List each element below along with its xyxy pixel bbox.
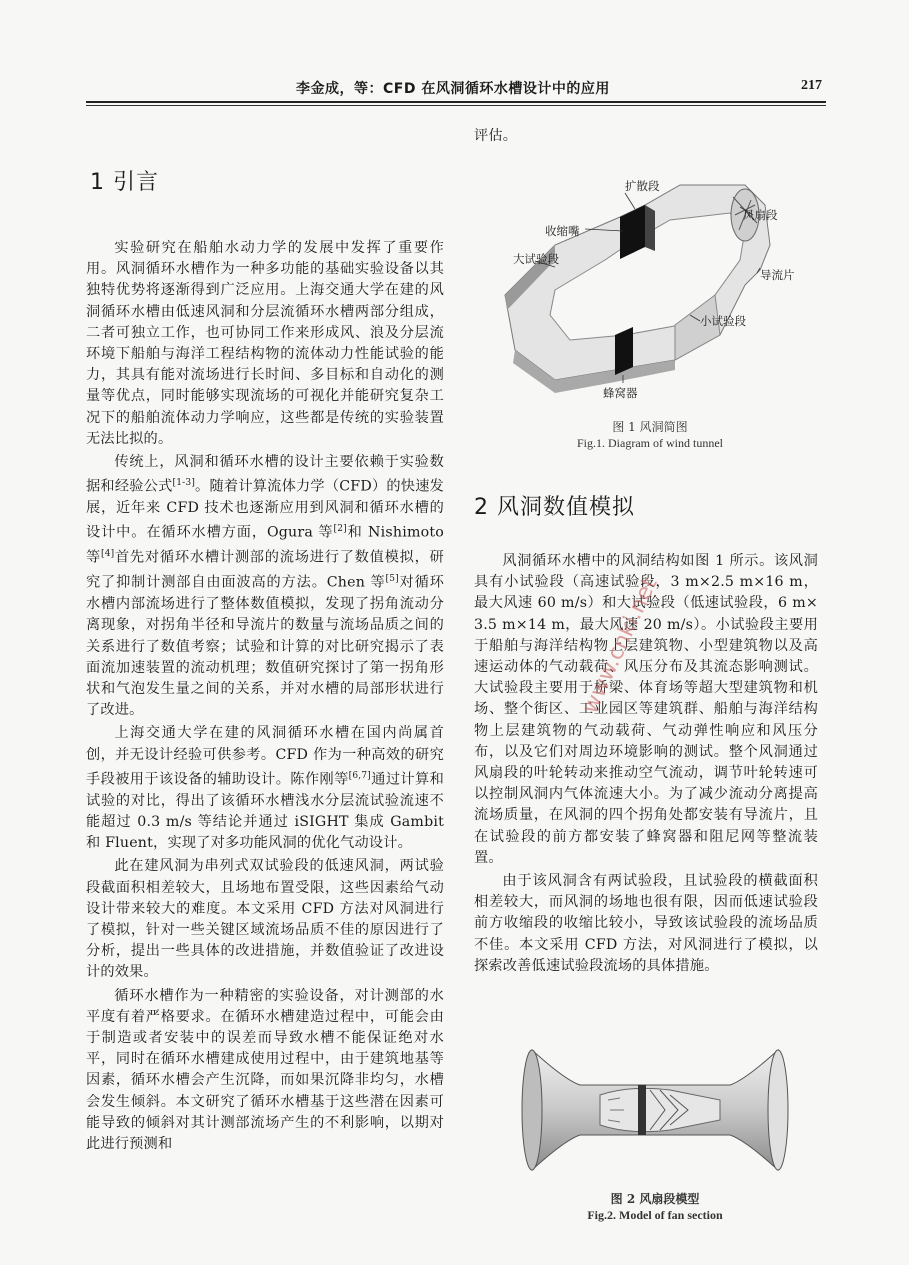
- figure-2-fan-section: [520, 1040, 790, 1180]
- paragraph-intro-5: 循环水槽作为一种精密的实验设备，对计测部的水平度有着严格要求。在循环水槽建造过程中，可能会由于制造或者安装中的误差而导致水槽不能保证绝对水平，同时在循环水槽建成使用过程中，由于建筑地基等因素，循环水槽会产生沉降，而如果沉降非均匀，水槽会发生倾斜。本文研究了循环水槽基于这些潜在因素可能导致的倾斜对其计测部流场产生的不利影响，以期对此进行预测和: [86, 987, 444, 1152]
- right-column: [470, 126, 818, 147]
- figure-2-caption-cn: 图 2 风扇段模型: [610, 1192, 700, 1206]
- label-large-test: 大试验段: [513, 252, 559, 266]
- citation: [4]: [100, 549, 115, 560]
- label-small-test: 小试验段: [700, 314, 746, 328]
- figure-2-caption-en: Fig.2. Model of fan section: [587, 1208, 723, 1222]
- section-1-title: 1 引言: [90, 170, 159, 195]
- paragraph-intro-4: 此在建风洞为串列式双试验段的低速风洞，两试验段截面积相差较大，且场地布置受限，这些因素给气动设计带来较大的难度。本文采用 CFD 方法对风洞进行了模拟，针对一些关键区域流场品质不佳的原因进行了分析，提出一些具体的改进措施，并数值验证了改进设计的效果。: [86, 858, 444, 981]
- page-number: 217: [801, 78, 822, 93]
- citation: [5]: [385, 574, 399, 585]
- running-title: 李金成，等：CFD 在风洞循环水槽设计中的应用: [296, 81, 610, 97]
- svg-text:www.cnki.net: www.cnki.net: [577, 573, 663, 718]
- figure-1-caption-cn: 图 1 风洞简图: [612, 420, 688, 434]
- wind-tunnel-diagram: [495, 175, 805, 405]
- paragraph-intro-2: 传统上，风洞和循环水槽的设计主要依赖于实验数据和经验公式[1-3]。随着计算流体力学（CFD）的快速发展，近年来 CFD 技术也逐渐应用到风洞和循环水槽的设计中。在循环水槽方面，Ogura 等[2]和 Nishimoto 等[4]首先对循环水槽计测部的流场进行了数值模拟，研究了抑制计测部自由面波高的方法。Chen 等[5]对循环水槽内部流场进行了整体数值模拟，发现了拐角流动分离现象，对拐角半径和导流片的数量与流场品质之间的关系进行了数值考察；试验和计算的对比研究揭示了表面流加速装置的流动机理；数值研究探讨了第一拐角形状和气泡发生量之间的关系，并对水槽的局部形状进行了改进。: [86, 454, 444, 719]
- citation: [6,7]: [348, 770, 372, 781]
- label-contraction: 收缩嘴: [545, 224, 580, 238]
- label-honeycomb: 蜂窝器: [603, 386, 638, 400]
- paragraph-sec2-2: 由于该风洞含有两试验段，且试验段的横截面积相差较大，而风洞的场地也很有限，因而低速试验段前方收缩段的收缩比较小，导致该试验段的流场品质不佳。本文采用 CFD 方法，对风洞进行了模拟，以探索改善低速试验段流场的具体措施。: [474, 873, 818, 974]
- paragraph-intro-1: 实验研究在船舶水动力学的发展中发挥了重要作用。风洞循环水槽作为一种多功能的基础实验设备以其独特优势将逐渐得到广泛应用。上海交通大学在建的风洞循环水槽由低速风洞和分层流循环水槽两部分组成，二者可独立工作，也可协同工作来形成风、浪及分层流环境下船舶与海洋工程结构物的流体动力性能试验的能力，其具有能对流场进行长时间、多目标和自动化的测量等优点，同时能够实现流场的可视化并能研究复杂工况下的船舶流体动力学响应，这些都是传统的实验装置无法比拟的。: [86, 240, 444, 447]
- figure-1-caption-en: Fig.1. Diagram of wind tunnel: [577, 436, 723, 450]
- header-rule: [86, 101, 826, 103]
- running-header: [86, 78, 826, 100]
- continued-text: 评估。: [474, 128, 518, 144]
- header-rule-thin: [86, 105, 826, 106]
- label-diffuser: 扩散段: [625, 179, 660, 193]
- label-guide-vane: 导流片: [760, 268, 795, 282]
- section-2: [474, 490, 818, 977]
- figure-1-wind-tunnel: [495, 175, 805, 405]
- citation: [2]: [333, 524, 347, 535]
- section-2-title: 2 风洞数值模拟: [474, 495, 635, 520]
- paragraph-intro-3: 上海交通大学在建的风洞循环水槽在国内尚属首创，并无设计经验可供参考。CFD 作为一种高效的研究手段被用于该设备的辅助设计。陈作刚等[6,7]通过计算和试验的对比，得出了该循环水槽浅水分层流试验流速不能超过 0.3 m/s 等结论并通过 iSIGHT 集成 Gambit 和 Fluent，实现了对多功能风洞的优化气动设计。: [86, 725, 444, 852]
- paragraph-sec2-1: 风洞循环水槽中的风洞结构如图 1 所示。该风洞具有小试验段（高速试验段，3 m×2.5 m×16 m，最大风速 60 m/s）和大试验段（低速试验段，6 m×3.5 m×14 m，最大风速 20 m/s）。小试验段主要用于船舶与海洋结构物上层建筑物、小型建筑物以及高速运动体的气动载荷、风压分布及其流态影响测试。大试验段主要用于桥梁、体育场等超大型建筑物和机场、整个街区、工业园区等建筑群、船舶与海洋结构物上层建筑物的气动载荷、气动弹性响应和风压分布，以及它们对周边环境影响的测试。整个风洞通过风扇段的叶轮转动来推动空气流动，调节叶轮转速可以控制风洞内气体流速大小。为了减少流动分离提高流场质量，在风洞的四个拐角处都安装有导流片，且在试验段的前方都安装了蜂窝器和阻尼网等整流装置。: [474, 553, 818, 866]
- label-fan: 风扇段: [743, 208, 778, 222]
- fan-section-model: [520, 1040, 790, 1180]
- left-column: [86, 165, 444, 1155]
- citation: [1-3]: [172, 478, 196, 489]
